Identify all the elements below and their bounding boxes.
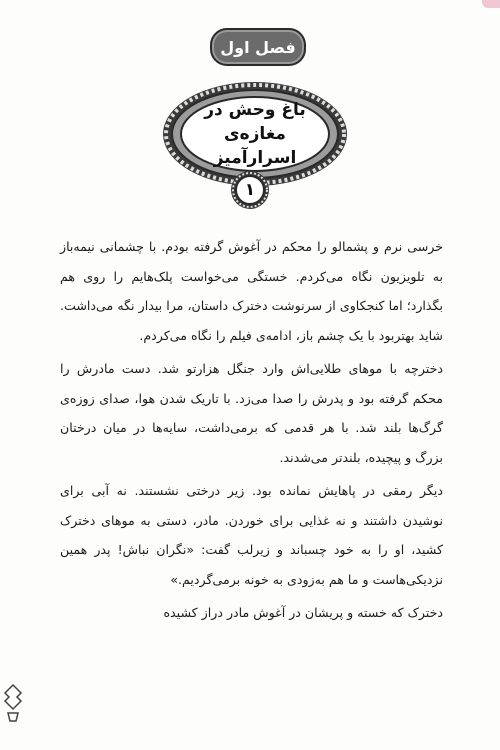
- chapter-label-text: فصل اول: [220, 37, 296, 57]
- chapter-title: [180, 98, 330, 170]
- chapter-number: ۱: [244, 180, 256, 200]
- chapter-title-line1: باغ وحش در: [204, 100, 306, 120]
- paragraph: دیگر رمقی در پاهایش نمانده بود. زیر درختی نشستند. نه آبی برای نوشیدن داشتند و نه غذایی برای خوردن. مادر، دستی به موهای دخترک کشید، او را به خود چسباند و زیرلب گفت: «نگران نباش! پدر همین نزدیکی‌هاست و ما هم به‌زودی به خونه برمی‌گردیم.»: [60, 483, 443, 587]
- publisher-logo-icon: [2, 683, 24, 723]
- paragraph: خرسی نرم و پشمالو را محکم در آغوش گرفته بودم. با چشمانی نیمه‌باز به تلویزیون نگاه می‌کردم. خستگی می‌خواست پلک‌هایم را روی هم بگذارد؛ اما کنجکاوی از سرنوشت دخترک داستان، مرا بیدار نگه می‌داشت. شاید بهتربود با یک چشم باز، ادامه‌ی فیلم را نگاه می‌کردم.: [60, 239, 443, 343]
- chapter-title-line2: مغازه‌ی اسرارآمیز: [213, 124, 297, 168]
- corner-accent: [482, 0, 500, 8]
- chapter-body-text: [60, 232, 443, 628]
- paragraph: دخترچه با موهای طلایی‌اش وارد جنگل هزارتو شد. دست مادرش را محکم گرفته بود و پدرش را صدا می‌زد. با تاریک شدن هوا، صدای زوزه‌ی گرگ‌ها بلند شد. با هر قدمی که برمی‌داشت، سایه‌ها در میان درختان بزرگ و پیچیده، بلندتر می‌شدند.: [60, 361, 443, 465]
- paragraph: دخترک که خسته و پریشان در آغوش مادر دراز کشیده: [163, 605, 443, 620]
- chapter-label: [210, 28, 306, 66]
